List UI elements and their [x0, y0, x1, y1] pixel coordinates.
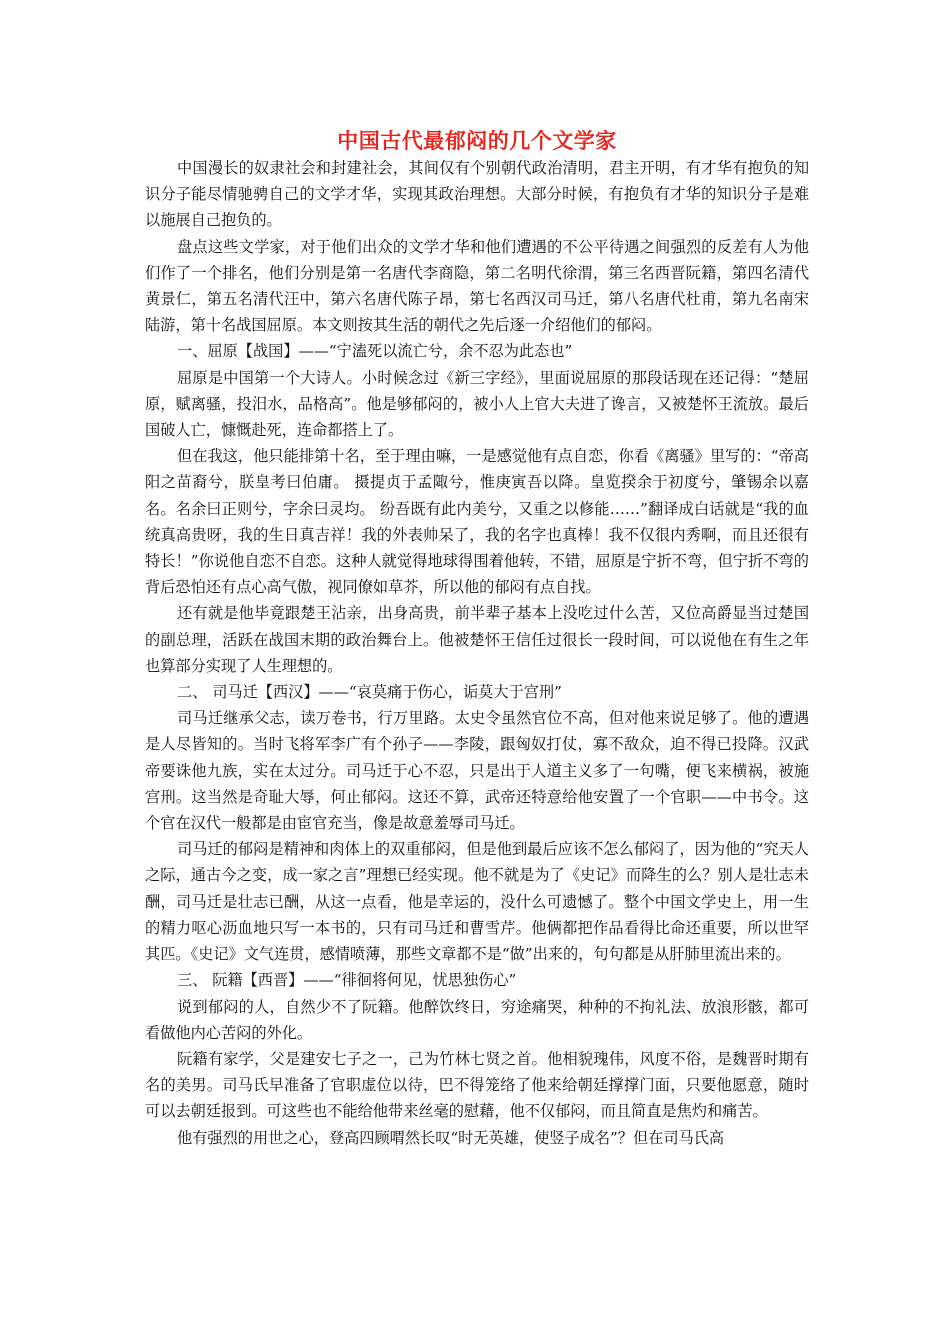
paragraph-ruanji-3: 他有强烈的用世之心，登高四顾喟然长叹“时无英雄，使竖子成名”？但在司马氏高 [177, 1128, 725, 1147]
section-heading-quyuan: 一、屈原【战国】——“宁溘死以流亡兮，余不忍为此态也” [177, 342, 573, 361]
paragraph-simaqian-2: 司马迁的郁闷是精神和肉体上的双重郁闷，但是他到最后应该不怎么郁闷了，因为他的“究天人之际，通古今之变，成一家之言”理想已经实现。他不就是为了《史记》而降生的么？别人是壮志未酬，司马迁是壮志已酬，从这一点看，他是幸运的，没什么可遗憾了。整个中国文学史上，用一生的精力呕心沥血地只写一本书的，只有司马迁和曹雪芹。他俩都把作品看得比命还重要，所以世罕其匹。《史记》文气连贯，感情喷薄，那些文章都不是“做”出来的，句句都是从肝肺里流出来的。 [145, 840, 809, 964]
section-heading-simaqian: 二、 司马迁【西汉】——“哀莫痛于伤心，诟莫大于宫刑” [177, 683, 562, 702]
paragraph-ruanji-1: 说到郁闷的人，自然少不了阮籍。他醉饮终日，穷途痛哭，种种的不拘礼法、放浪形骸，都可看做他内心苦闷的外化。 [145, 997, 809, 1042]
paragraph-ruanji-2: 阮籍有家学，父是建安七子之一，己为竹林七贤之首。他相貌瑰伟，风度不俗，是魏晋时期有名的美男。司马氏早准备了官职虚位以待，巴不得笼络了他来给朝廷撑撑门面，只要他愿意，随时可以去朝廷报到。可这些也不能给他带来丝毫的慰藉，他不仅郁闷，而且简直是焦灼和痛苦。 [145, 1049, 809, 1121]
document-body [145, 127, 809, 1151]
paragraph-quyuan-2: 但在我这，他只能排第十名，至于理由嘛，一是感觉他有点自恋，你看《离骚》里写的：“帝高阳之苗裔兮，朕皇考曰伯庸。 摄提贞于孟陬兮，惟庚寅吾以降。皇览揆余于初度兮，肇锡余以嘉名。名余曰正则兮，字余曰灵均。 纷吾既有此内美兮，又重之以修能……”翻译成白话就是“我的血统真高贵呀，我的生日真吉祥！我的外表帅呆了，我的名字也真棒！我不仅很内秀啊，而且还很有特长！”你说他自恋不自恋。这种人就觉得地球得围着他转，不错，屈原是宁折不弯，但宁折不弯的背后恐怕还有点心高气傲，视同僚如草芥，所以他的郁闷有点自找。 [145, 447, 809, 597]
paragraph-simaqian-1: 司马迁继承父志，读万卷书，行万里路。太史令虽然官位不高，但对他来说足够了。他的遭遇是人尽皆知的。当时飞将军李广有个孙子——李陵，跟匈奴打仗，寡不敌众，迫不得已投降。汉武帝要诛他九族，实在太过分。司马迁于心不忍，只是出于人道主义多了一句嘴，便飞来横祸，被施宫刑。这当然是奇耻大辱，何止郁闷。这还不算，武帝还特意给他安置了一个官职——中书令。这个官在汉代一般都是由宦官充当，像是故意羞辱司马迁。 [145, 709, 809, 833]
paragraph-intro: 中国漫长的奴隶社会和封建社会，其间仅有个别朝代政治清明，君主开明，有才华有抱负的知识分子能尽情驰骋自己的文学才华，实现其政治理想。大部分时候，有抱负有才华的知识分子是难以施展自己抱负的。 [145, 159, 809, 230]
paragraph-quyuan-1: 屈原是中国第一个大诗人。小时候念过《新三字经》，里面说屈原的那段话现在还记得：“楚屈原，赋离骚，投汨水，品格高”。他是够郁闷的，被小人上官大夫进了谗言，又被楚怀王流放。最后国破人亡，慷慨赴死，连命都搭上了。 [145, 368, 809, 440]
section-heading-ruanji: 三、 阮籍【西晋】——“徘徊将何见，忧思独伤心” [177, 971, 517, 990]
document-title: 中国古代最郁闷的几个文学家 [337, 128, 617, 153]
paragraph-quyuan-3: 还有就是他毕竟跟楚王沾亲，出身高贵，前半辈子基本上没吃过什么苦，又位高爵显当过楚国的副总理，活跃在战国末期的政治舞台上。他被楚怀王信任过很长一段时间，可以说他在有生之年也算部分实现了人生理想的。 [145, 604, 809, 675]
paragraph-ranking: 盘点这些文学家，对于他们出众的文学才华和他们遭遇的不公平待遇之间强烈的反差有人为他们作了一个排名，他们分别是第一名唐代李商隐，第二名明代徐渭，第三名西晋阮籍，第四名清代黄景仁，第五名清代汪中，第六名唐代陈子昂，第七名西汉司马迁，第八名唐代杜甫，第九名南宋陆游，第十名战国屈原。本文则按其生活的朝代之先后逐一介绍他们的郁闷。 [145, 237, 809, 335]
